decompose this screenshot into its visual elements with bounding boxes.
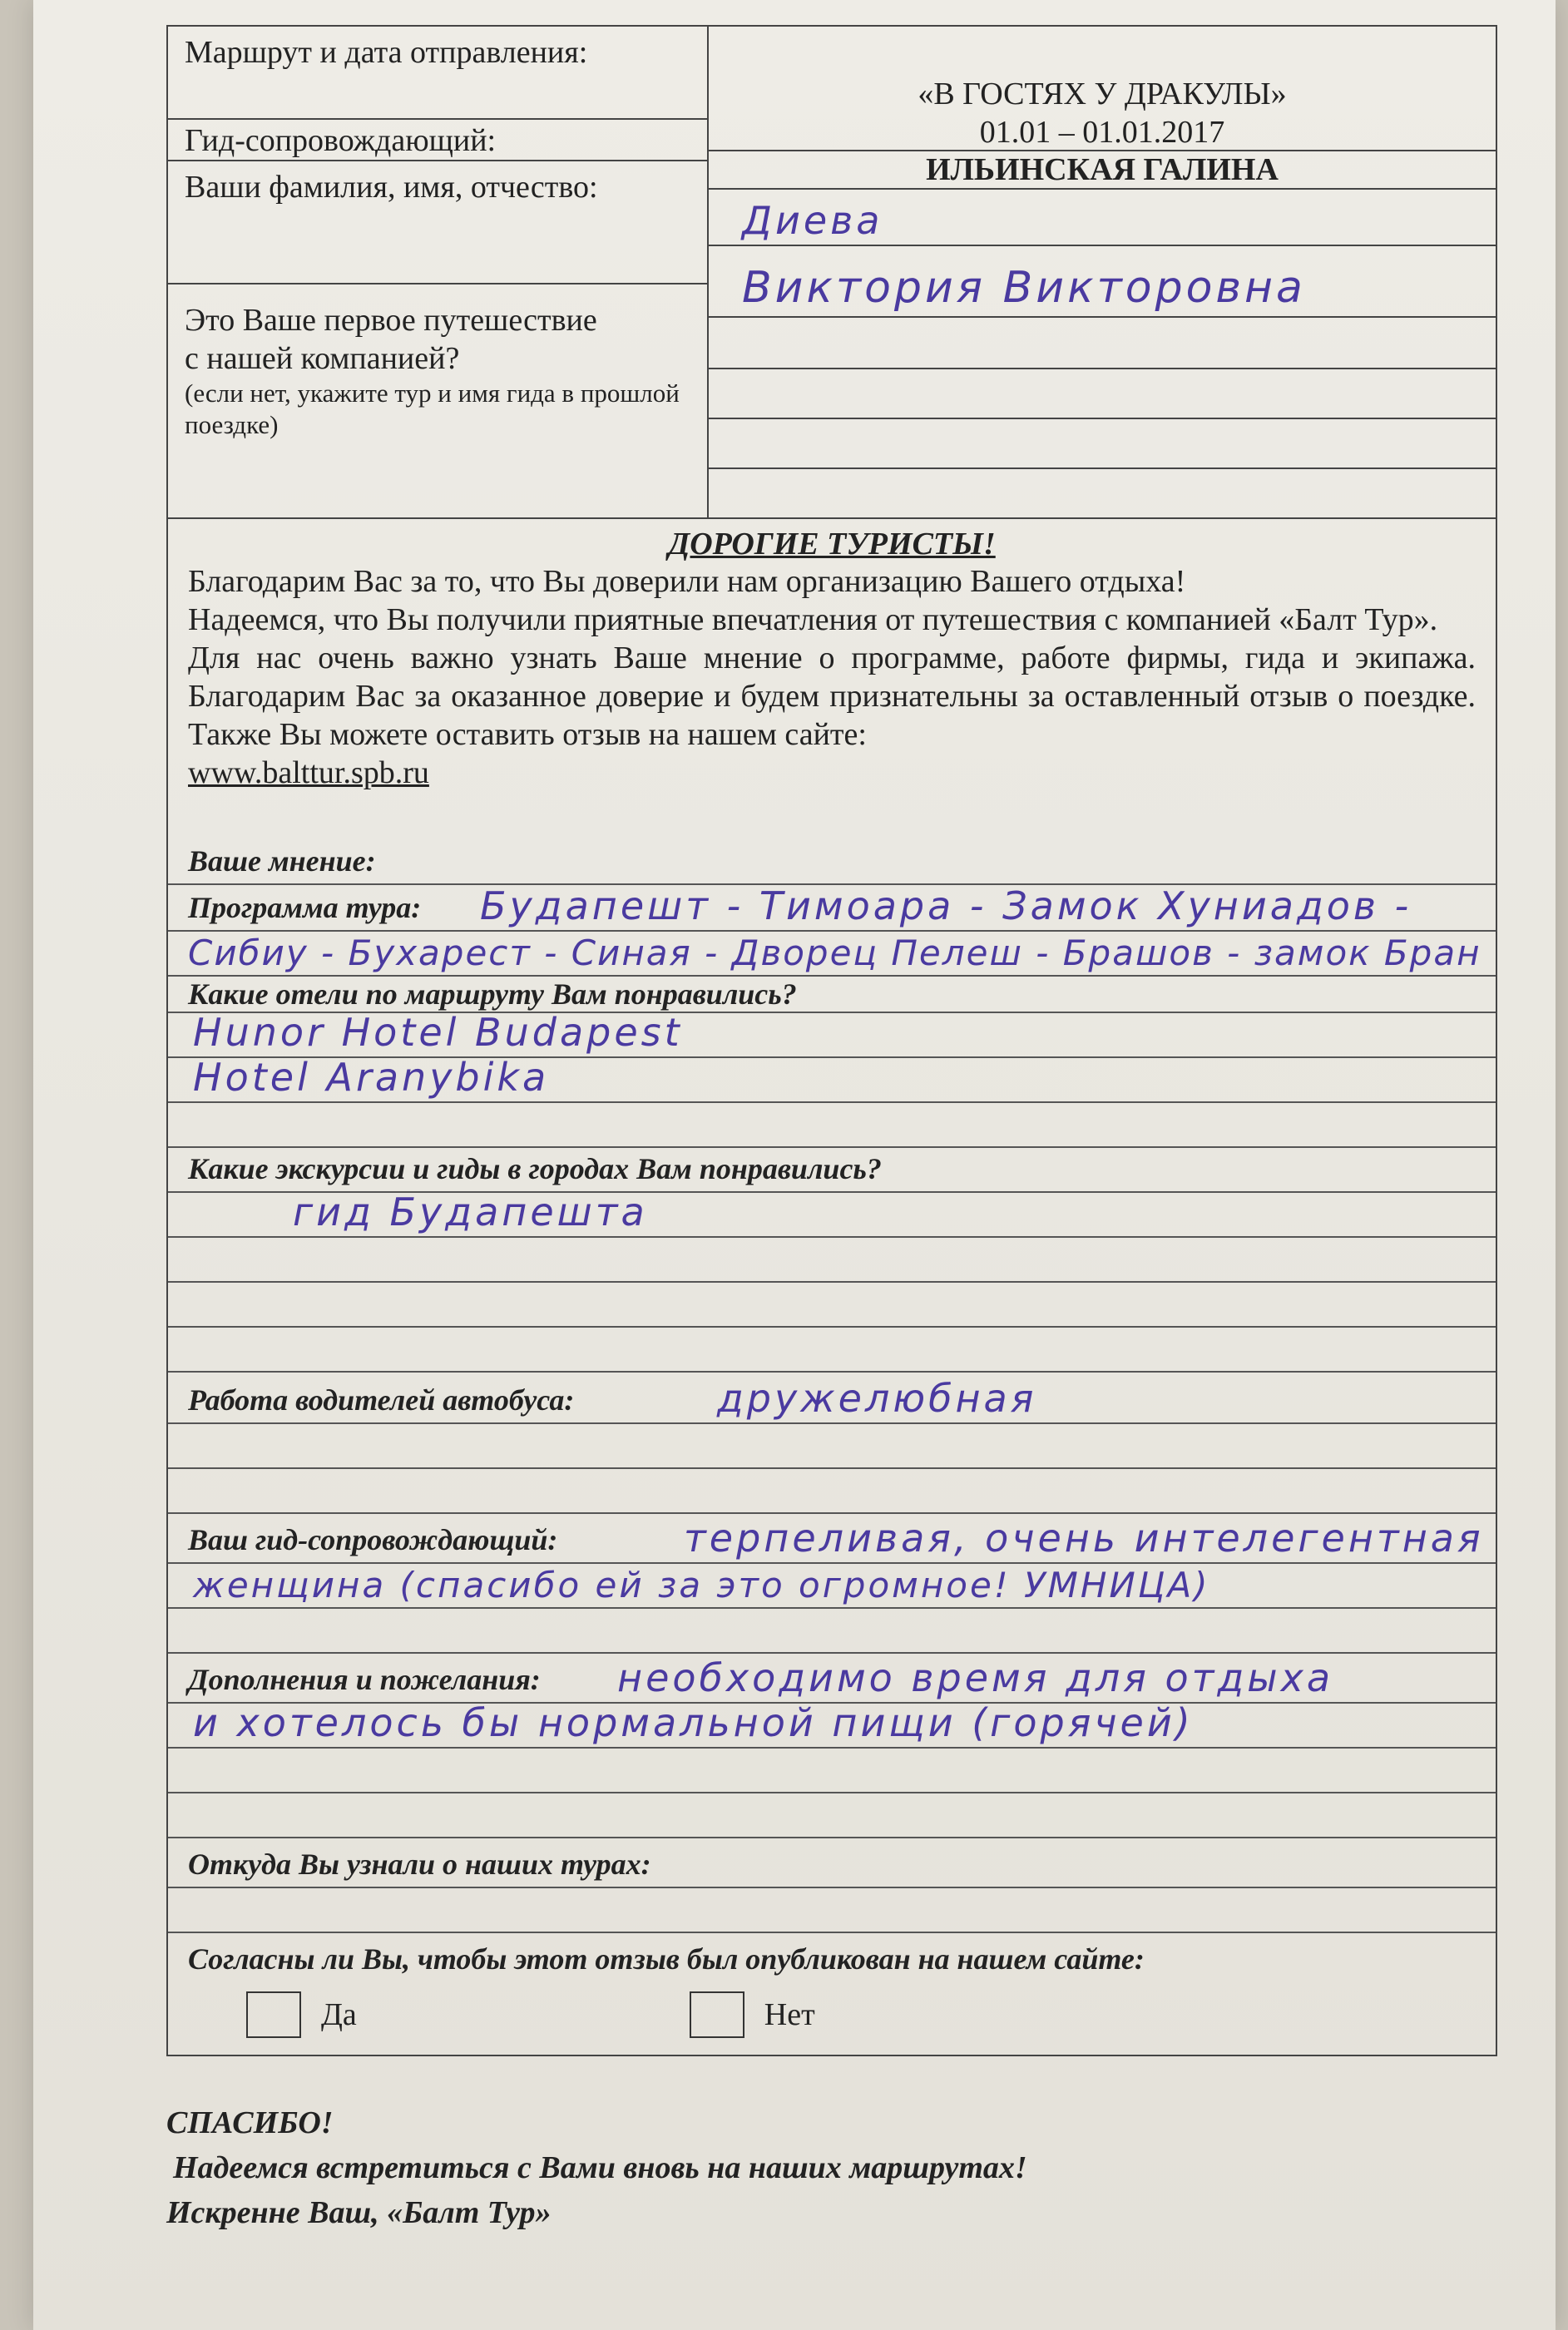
consent-no-checkbox[interactable] xyxy=(690,1991,744,2038)
wishes-row-3 xyxy=(168,1749,1496,1793)
program-line-1-handwritten: Будапешт - Тимоара - Замок Хуниадов - xyxy=(480,885,1412,928)
wishes-row-4 xyxy=(168,1793,1496,1838)
excursions-row-3 xyxy=(168,1283,1496,1328)
form-footer xyxy=(166,2100,1027,2235)
hotels-row-3 xyxy=(168,1103,1496,1148)
program-row-1 xyxy=(168,885,1496,932)
source-row-2 xyxy=(168,1888,1496,1933)
hotels-label-row xyxy=(168,977,1496,1013)
opinion-heading-row xyxy=(168,792,1496,885)
footer-thanks: СПАСИБО! xyxy=(166,2105,334,2140)
intro-paragraph-2: Надеемся, что Вы получили приятные впечатления от путешествия с компанией «Балт Тур». xyxy=(188,602,1438,637)
drivers-value-handwritten: дружелюбная xyxy=(717,1376,1037,1421)
guide-row-2 xyxy=(168,1564,1496,1609)
hotels-line-2-handwritten: Hotel Aranybika xyxy=(193,1058,550,1100)
first-trip-line-2 xyxy=(709,369,1496,419)
route-label: Маршрут и дата отправления: xyxy=(168,27,707,120)
first-trip-label xyxy=(168,284,707,509)
program-line-2-handwritten: Сибиу - Бухарест - Синая - Дворец Пелеш - Брашов - замок Бран xyxy=(188,932,1481,973)
wishes-line-2-handwritten: и хотелось бы нормальной пищи (горячей) xyxy=(193,1704,1194,1745)
drivers-label: Работа водителей автобуса: xyxy=(188,1383,575,1417)
name-label: Ваши фамилия, имя, отчество: xyxy=(168,161,707,284)
guide-value: ИЛЬИНСКАЯ ГАЛИНА xyxy=(709,151,1496,190)
drivers-row-3 xyxy=(168,1469,1496,1514)
consent-block xyxy=(168,1933,1496,2055)
guide-line-1-handwritten: терпеливая, очень интелегентная xyxy=(684,1516,1484,1561)
consent-question: Согласны ли Вы, чтобы этот отзыв был опубликован на нашем сайте: xyxy=(188,1942,1145,1976)
header-labels xyxy=(168,27,709,517)
excursions-label: Какие экскурсии и гиды в городах Вам понравились? xyxy=(188,1152,882,1185)
hotels-row-2 xyxy=(168,1058,1496,1103)
first-trip-label-line2: с нашей компанией? xyxy=(185,341,460,376)
consent-options xyxy=(188,1991,1476,2038)
guide-row-3 xyxy=(168,1609,1496,1654)
wishes-label: Дополнения и пожелания: xyxy=(188,1663,541,1696)
intro-paragraph-1: Благодарим Вас за то, что Вы доверили нам организацию Вашего отдыха! xyxy=(188,564,1186,599)
source-row xyxy=(168,1838,1496,1888)
name-line-1 xyxy=(709,190,1496,246)
footer-sign: Искренне Ваш, «Балт Тур» xyxy=(166,2195,552,2230)
opinion-label: Ваше мнение: xyxy=(188,844,376,878)
intro-text xyxy=(168,562,1496,792)
excursions-row-1 xyxy=(168,1193,1496,1238)
guide-row-1 xyxy=(168,1514,1496,1564)
guide-opinion-label: Ваш гид-сопровождающий: xyxy=(188,1523,558,1556)
first-trip-label-line1: Это Ваше первое путешествие xyxy=(185,303,597,338)
wishes-row-2 xyxy=(168,1704,1496,1749)
source-label: Откуда Вы узнали о наших турах: xyxy=(188,1848,651,1881)
consent-yes-checkbox[interactable] xyxy=(246,1991,301,2038)
header-values xyxy=(709,27,1496,517)
program-row-2 xyxy=(168,932,1496,977)
consent-yes-label: Да xyxy=(321,1997,357,2032)
program-label: Программа тура: xyxy=(188,891,422,924)
name-line-2 xyxy=(709,246,1496,318)
name-given-handwritten: Виктория Викторовна xyxy=(742,263,1306,313)
consent-no-label: Нет xyxy=(764,1997,815,2032)
drivers-row xyxy=(168,1373,1496,1424)
dates-value: 01.01 – 01.01.2017 xyxy=(979,115,1225,150)
hotels-label: Какие отели по маршруту Вам понравились? xyxy=(188,977,797,1011)
intro-title: ДОРОГИЕ ТУРИСТЫ! xyxy=(668,527,996,561)
hotels-line-1-handwritten: Hunor Hotel Budapest xyxy=(193,1013,683,1055)
first-trip-line-4 xyxy=(709,469,1496,517)
feedback-form xyxy=(166,25,1497,2056)
wishes-line-1-handwritten: необходимо время для отдыха xyxy=(617,1655,1334,1700)
intro-paragraph-3: Для нас очень важно узнать Ваше мнение о программе, работе фирмы, гида и экипажа. Благодарим Вас за оказанное доверие и будем признательны за оставленный отзыв о поездке. Также Вы можете оставить отзыв на нашем сайте: xyxy=(188,641,1476,752)
hotels-row-1 xyxy=(168,1013,1496,1058)
first-trip-hint: (если нет, укажите тур и имя гида в прошлой поездке) xyxy=(185,378,680,439)
guide-label: Гид-сопровождающий: xyxy=(168,120,707,161)
route-value: «В ГОСТЯХ У ДРАКУЛЫ» xyxy=(918,77,1287,111)
name-surname-handwritten: Диева xyxy=(742,198,883,243)
wishes-row-1 xyxy=(168,1654,1496,1704)
paper-sheet xyxy=(33,0,1556,2330)
drivers-row-2 xyxy=(168,1424,1496,1469)
excursions-label-row xyxy=(168,1148,1496,1193)
route-value-cell xyxy=(709,27,1496,151)
excursions-row-4 xyxy=(168,1328,1496,1373)
form-header xyxy=(168,27,1496,519)
first-trip-line-1 xyxy=(709,318,1496,369)
guide-line-2-handwritten: женщина (спасибо ей за это огромное! УМНИЦА) xyxy=(193,1565,1210,1605)
footer-hope: Надеемся встретиться с Вами вновь на наших маршрутах! xyxy=(173,2150,1027,2185)
first-trip-line-3 xyxy=(709,419,1496,469)
excursions-row-2 xyxy=(168,1238,1496,1283)
excursions-line-1-handwritten: гид Будапешта xyxy=(293,1193,648,1234)
site-link[interactable]: www.balttur.spb.ru xyxy=(188,755,429,790)
